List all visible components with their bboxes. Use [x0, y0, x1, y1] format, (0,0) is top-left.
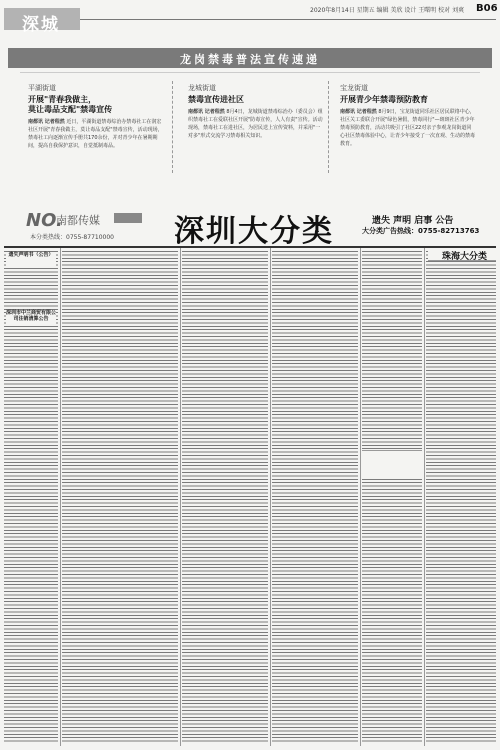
column-body	[188, 108, 324, 140]
text-lines	[182, 250, 268, 744]
page-header	[0, 0, 500, 34]
column-rule	[360, 248, 361, 746]
page-number: B06	[476, 3, 498, 14]
zhuhai-title: 珠海大分类	[442, 252, 488, 262]
column-body	[340, 108, 476, 148]
notice-title: 遗失 声明 启事 公告	[372, 216, 454, 226]
classified-header	[4, 208, 496, 249]
header-rule	[80, 19, 496, 20]
column-lead: 南都讯 记者程然	[340, 109, 377, 115]
logo-badge	[114, 213, 142, 223]
column-rule	[270, 248, 271, 746]
logo-text: 南都传媒	[56, 214, 100, 227]
hotline: 本分类热线：0755-87710000	[30, 234, 114, 241]
column-title: 开展青少年禁毒预防教育	[340, 95, 428, 104]
notice-block	[6, 252, 56, 266]
column-body	[28, 118, 164, 150]
column-title: 开展"青春我做主， 莫让毒品支配"禁毒宣传	[28, 95, 113, 114]
notice-heading: 深圳市中兰商贸有限公司注销清算公告	[6, 310, 57, 322]
news-column-3	[340, 83, 476, 148]
issue-meta: 2020年8月14日 星期五 编辑 美欣 设计 王曙明 校对 刘爽	[310, 7, 465, 14]
text-lines	[4, 250, 58, 744]
text-lines	[426, 250, 496, 744]
column-divider	[328, 81, 329, 173]
grid-column	[362, 250, 422, 744]
section-name: 深城	[22, 15, 60, 35]
column-rule	[60, 248, 61, 746]
banner-title: 龙岗禁毒普法宣传速递	[180, 53, 320, 66]
ad-hotline: 大分类广告热线：0755-82713763	[362, 227, 480, 235]
classified-title: 深圳大分类	[174, 214, 334, 249]
grid-column	[4, 250, 58, 744]
column-text: 8月4日，龙城街道禁毒综治办（委员会）组织禁毒社工在爱联社区开展"防毒宣传，人人有责"宣传。活动现场，禁毒社工在进社区，为居民送上宣传资料，并采用"一对多"形式交流学习禁毒相关知识。	[188, 109, 323, 139]
logo-mark: NO.	[26, 210, 63, 231]
column-title: 禁毒宣传进社区	[188, 95, 244, 104]
notice-heading: 遗失声明书（公告）	[8, 252, 54, 258]
column-source: 宝龙街道	[340, 84, 368, 92]
news-column-2	[188, 83, 324, 140]
banner	[8, 48, 492, 68]
grid-column	[182, 250, 268, 744]
grid-column	[426, 250, 496, 744]
text-lines	[272, 250, 358, 744]
text-lines	[362, 250, 422, 744]
column-source: 平湖街道	[28, 84, 56, 92]
grid-column	[272, 250, 358, 744]
text-lines	[62, 250, 178, 744]
news-columns	[20, 72, 480, 181]
column-rule	[180, 248, 181, 746]
column-divider	[172, 81, 173, 173]
grid-column	[62, 250, 178, 744]
column-lead: 南都讯 记者程然	[188, 109, 225, 115]
column-text: 8月9日，宝龙街道同乐社区居民联络中心，社区关工委联合开展"绿色暑假，禁毒同行"—斑斑社区青少年禁毒预防教育，活动共吸引了社区22对亲子参观龙岗街道同心社区禁毒体验中心，让青少年接受了一次直观、生动的禁毒教育。	[340, 109, 476, 147]
section-tag	[4, 8, 80, 35]
column-source: 龙城街道	[188, 84, 216, 92]
column-text: 近日，平湖街道禁毒综治办禁毒社工在润宏社区开展"青春我做主，莫让毒品支配"禁毒宣传，活动现场，禁毒社工向逐渐宣传手册共170余份，并对青少年在暑期期间，提高自我保护意识，自觉抵制毒品。	[28, 119, 163, 149]
column-lead: 南都讯 记者程然	[28, 119, 65, 125]
column-rule	[424, 248, 425, 746]
zhuhai-header	[428, 250, 496, 261]
classified-grid	[4, 246, 496, 746]
notice-block	[6, 310, 56, 324]
news-column-1	[28, 83, 164, 150]
notice-box	[362, 450, 422, 477]
